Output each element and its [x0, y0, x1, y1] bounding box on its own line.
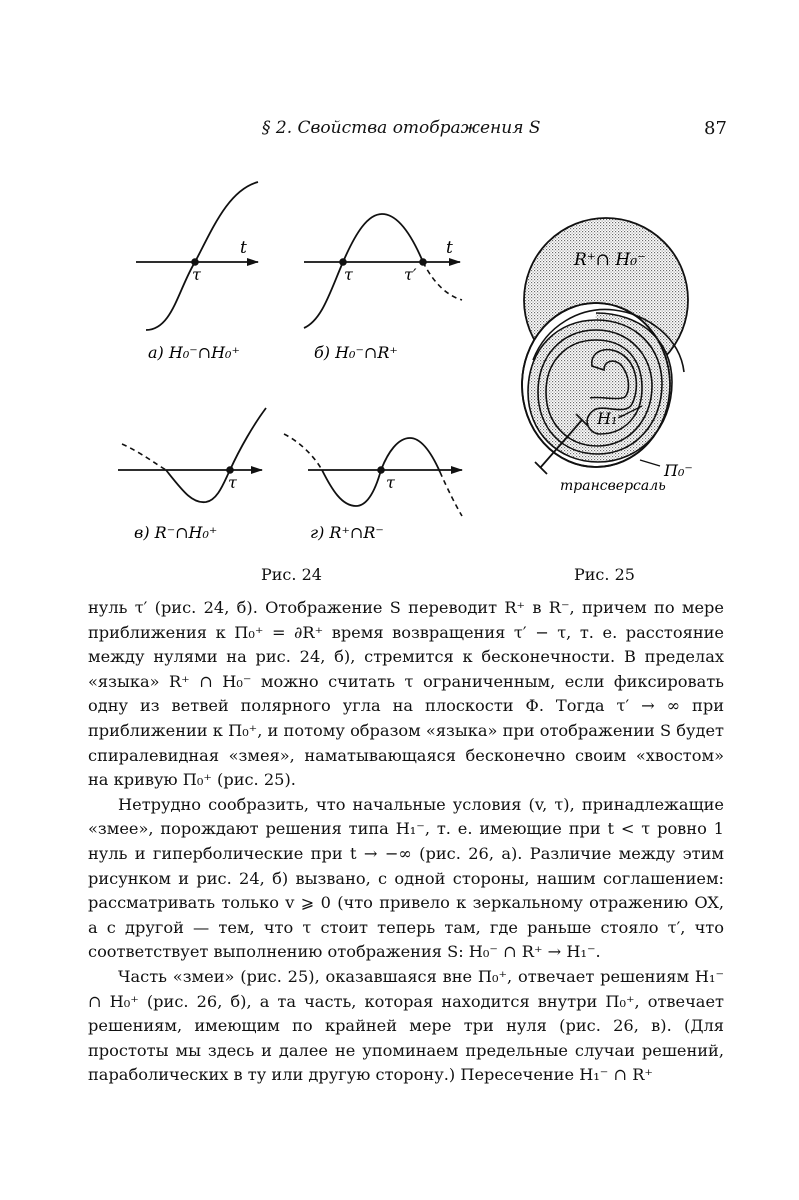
panel-label-a: а) H₀⁻∩H₀⁺: [148, 343, 240, 362]
zero-label-tau-prime: τ′: [404, 265, 417, 284]
zero-label-tau: τ: [386, 473, 395, 492]
fig25-caption: Рис. 25: [574, 565, 635, 584]
fig24-panel-g: [284, 434, 462, 542]
fig25: [522, 218, 693, 494]
body-text: [88, 596, 724, 1088]
label-h1-minus: H₁⁻: [597, 409, 626, 428]
fig24-panel-a: [136, 182, 258, 362]
zero-label-tau: τ: [192, 265, 201, 284]
solution-curve-dashed: [423, 262, 462, 300]
label-pi0-minus: Π₀⁻: [664, 461, 693, 480]
fig24-panel-v: [118, 408, 266, 542]
pi0-pointer: [640, 460, 660, 466]
solution-curve-dashed-end: [440, 472, 462, 516]
zero-point: [419, 258, 427, 266]
solution-curve-dashed: [284, 434, 322, 470]
paragraph: нуль τ′ (рис. 24, б). Отображение S переводит R⁺ в R⁻, причем по мере приближения к Π₀⁺ = ∂R⁺ время возвращения τ′ − τ, т. е. расстояние между нулями на рис. 24, б), стремится к бесконечности. В пределах «языка» R⁺ ∩ H₀⁻ можно считать τ ограниченным, если фиксировать одну из ветвей полярного угла на плоскости Φ. Тогда τ′ → ∞ при приближении к Π₀⁺, и потому образом «языка» при отображении S будет спиралевидная «змея», наматывающаяся бесконечно своим «хвостом» на кривую Π₀⁺ (рис. 25).: [88, 598, 724, 790]
zero-point: [377, 466, 385, 474]
solution-curve-dashed: [122, 444, 166, 470]
axis-label-t: t: [446, 238, 453, 258]
axis-label-t: t: [240, 238, 247, 258]
fig24-caption: Рис. 24: [261, 565, 322, 584]
panel-label-b: б) H₀⁻∩R⁺: [314, 343, 398, 362]
paragraph: Часть «змеи» (рис. 25), оказавшаяся вне Π₀⁺, отвечает решениям H₁⁻ ∩ H₀⁺ (рис. 26, б), а та часть, которая находится внутри Π₀⁺, отвечает решениям, имеющим по крайней мере три нуля (рис. 26, в). (Для простоты мы здесь и далее не упоминаем предельные случаи решений, параболических в ту или другую сторону.) Пересечение H₁⁻ ∩ R⁺: [88, 966, 724, 1085]
solution-curve: [166, 408, 266, 502]
running-title: § 2. Свойства отображения S: [262, 118, 541, 138]
paragraph: Нетрудно сообразить, что начальные условия (v, τ), принадлежащие «змее», порождают решения типа H₁⁻, т. е. имеющие при t < τ ровно 1 нуль и гиперболические при t → −∞ (рис. 26, а). Различие между этим рисунком и рис. 24, б) вызвано, с одной стороны, нашим соглашением: рассматривать только v ⩾ 0 (что привело к зеркальному отражению OX, а с другой — тем, что τ стоит теперь там, где раньше стояло τ′, что соответствует выполнению отображения S: H₀⁻ ∩ R⁺ → H₁⁻.: [88, 794, 724, 962]
label-transversal: трансверсаль: [560, 478, 666, 494]
label-r-plus-h0-minus: R⁺∩ H₀⁻: [574, 250, 647, 270]
fig24-panel-b: [304, 214, 462, 362]
panel-label-v: в) R⁻∩H₀⁺: [134, 523, 218, 542]
transversal-tick: [535, 462, 547, 474]
zero-label-tau: τ: [228, 473, 237, 492]
page-number: 87: [704, 118, 727, 139]
zero-label-tau: τ: [344, 265, 353, 284]
panel-label-g: г) R⁺∩R⁻: [310, 523, 384, 542]
